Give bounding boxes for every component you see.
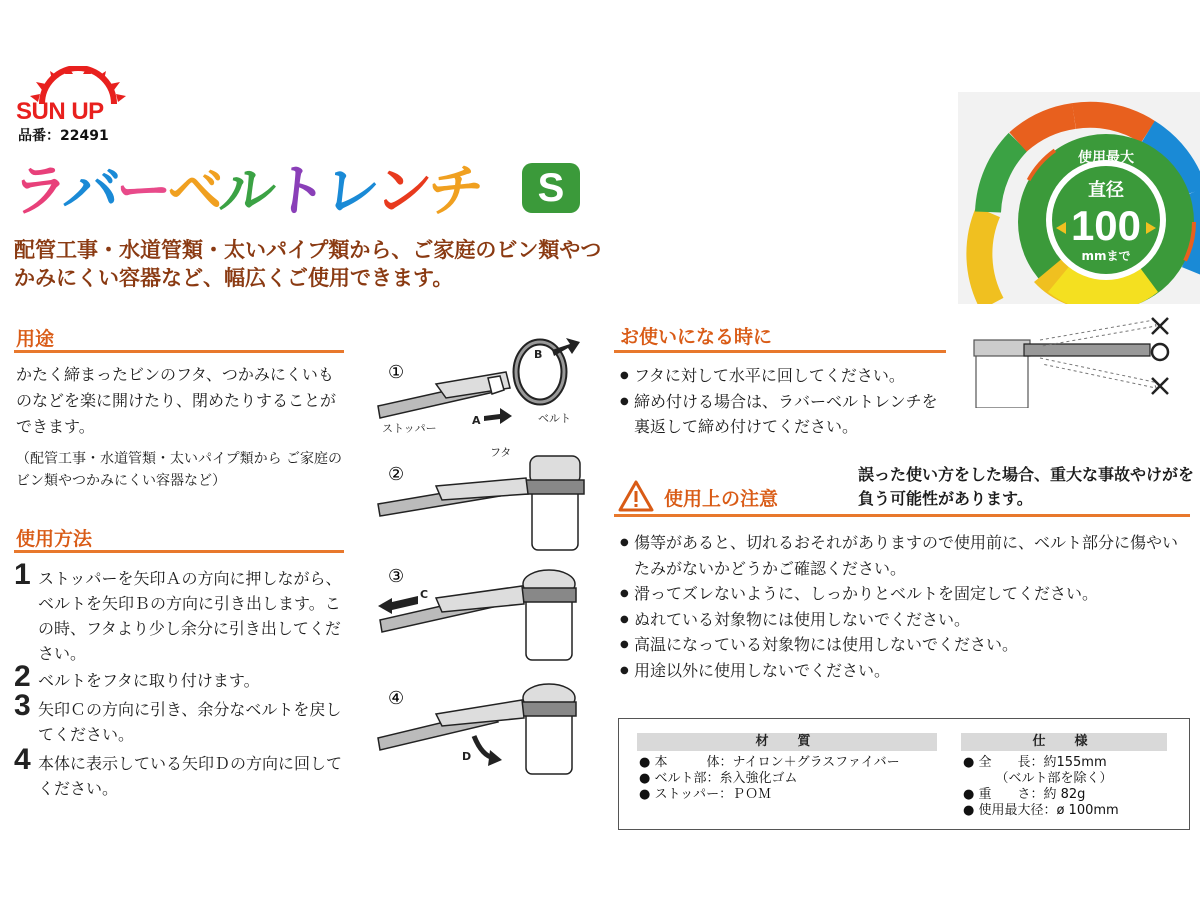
caution-note: 誤った使い方をした場合、重大な事故やけがを負う可能性があります。 — [858, 465, 1195, 508]
warning-icon — [618, 480, 654, 512]
label-d: D — [462, 750, 472, 763]
usage-note: （配管工事・水道管類・太いパイプ類から ご家庭のビン類やつかみにくい容器など） — [16, 451, 343, 489]
label-c: C — [420, 588, 429, 601]
diagram-horizontal — [970, 312, 1196, 408]
step-text: ストッパーを矢印Ａの方向に押しながら、ベルトを矢印Ｂの方向に引き出します。この時、フタより少し余分に引き出してください。 — [38, 569, 342, 663]
caution-list — [620, 530, 1190, 683]
dial-label-top: 使用最大 — [1078, 150, 1134, 166]
caution-item: ● ぬれている対象物には使用しないでください。 — [620, 607, 1190, 633]
when-using-list — [620, 363, 950, 440]
spec-heading: 仕 様 — [961, 733, 1167, 751]
step-2 — [14, 660, 354, 693]
step-text: ベルトをフタに取り付けます。 — [38, 671, 260, 690]
when-using-item: ● フタに対して水平に回してください。 — [620, 363, 950, 389]
spec-item: ● 全 長：約155mm — [963, 755, 1107, 770]
caution-item: ● 傷等があると、切れるおそれがありますので使用前に、ベルト部分に傷やいたみがないかどうかご確認ください。 — [620, 530, 1190, 581]
step-number: 4 — [14, 743, 31, 776]
dial-unit: mmまで — [1081, 249, 1131, 263]
title-char: ベ — [164, 159, 223, 224]
product-title — [8, 152, 483, 224]
spec-item: ● 使用最大径：ø 100mm — [963, 803, 1119, 818]
ng-mark-icon — [1152, 378, 1168, 394]
material-heading: 材 質 — [637, 733, 937, 751]
title-char: ラ — [8, 159, 67, 224]
step-4 — [14, 743, 354, 801]
label-lid: フタ — [490, 446, 512, 459]
caution-item: ● 高温になっている対象物には使用しないでください。 — [620, 632, 1190, 658]
step-number: 3 — [14, 689, 31, 722]
usage-divider — [14, 350, 344, 353]
title-char: レ — [320, 159, 379, 224]
label-stopper: ストッパー — [382, 422, 437, 435]
when-using-item: ● 締め付ける場合は、ラバーベルトレンチを裏返して締め付けてください。 — [620, 389, 950, 440]
spec-item: ● 重 さ：約 82g — [963, 787, 1086, 802]
caution-item: ● 滑ってズレないように、しっかりとベルトを固定してください。 — [620, 581, 1190, 607]
label-a: A — [472, 414, 481, 427]
title-char: ル — [216, 159, 275, 224]
title-char: バ — [60, 159, 119, 224]
dial-value: 100 — [1070, 202, 1142, 249]
diagram-number: ③ — [388, 566, 405, 587]
arrow-a-icon — [484, 408, 512, 424]
step-number: 2 — [14, 660, 31, 693]
step-text: 本体に表示している矢印Ｄの方向に回してください。 — [38, 754, 343, 798]
diagram-step-4 — [376, 672, 606, 792]
title-char: ー — [112, 159, 171, 224]
arrow-c-icon — [378, 596, 418, 614]
label-belt: ベルト — [538, 412, 571, 425]
caution-heading: 使用上の注意 — [664, 488, 779, 510]
caution-item: ● 用途以外に使用しないでください。 — [620, 658, 1190, 684]
spec-list — [963, 755, 1173, 819]
title-char: ト — [268, 159, 327, 224]
step-3 — [14, 689, 354, 747]
brand-logo — [14, 66, 144, 146]
when-using-heading: お使いになる時に — [620, 326, 773, 348]
caution-divider — [614, 514, 1190, 517]
usage-text: かたく締まったビンのフタ、つかみにくいものなどを楽に開けたり、閉めたりすることができます。 — [16, 365, 337, 436]
dial-label-mid: 直径 — [1088, 180, 1124, 201]
title-char: ン — [372, 159, 431, 224]
diagram-step-2 — [376, 440, 606, 552]
diagram-step-3 — [376, 554, 606, 666]
step-number: 1 — [14, 558, 31, 591]
label-b: B — [534, 348, 543, 361]
method-heading: 使用方法 — [16, 528, 93, 550]
spec-item: （ベルト部を除く） — [963, 771, 1113, 786]
when-using-divider — [614, 350, 946, 353]
material-item: ● 本 体：ナイロン＋グラスファイバー — [639, 755, 900, 770]
step-1 — [14, 558, 354, 666]
diagram-step-1 — [376, 332, 606, 440]
diameter-badge — [958, 92, 1200, 304]
ng-mark-icon — [1152, 318, 1168, 334]
spec-box — [618, 718, 1190, 830]
step-text: 矢印Ｃの方向に引き、余分なベルトを戻してください。 — [38, 700, 342, 744]
diagram-number: ① — [388, 362, 405, 383]
diagram-number: ② — [388, 464, 405, 485]
method-divider — [14, 550, 344, 553]
usage-heading: 用途 — [16, 328, 55, 350]
size-badge: S — [522, 163, 580, 213]
diagram-number: ④ — [388, 688, 405, 709]
item-number: 品番：22491 — [18, 128, 109, 144]
material-item: ● ベルト部：糸入強化ゴム — [639, 771, 798, 786]
brand-name: SUN UP — [16, 98, 104, 125]
intro-text: 配管工事・水道管類・太いパイプ類から、ご家庭のビン類やつかみにくい容器など、幅広くご使用できます。 — [14, 238, 602, 290]
title-char: チ — [424, 159, 483, 224]
material-list — [639, 755, 939, 803]
material-item: ● ストッパー：ＰＯＭ — [639, 787, 772, 802]
ok-mark-icon — [1152, 344, 1168, 360]
